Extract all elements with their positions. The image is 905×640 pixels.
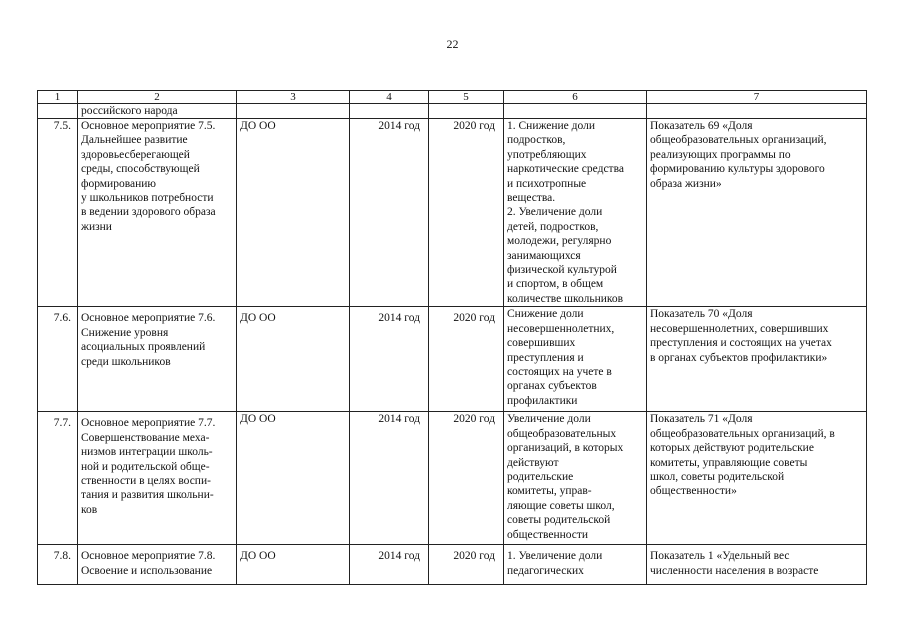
executor-cell: ДО ОО [237, 307, 350, 412]
activity-cell: Основное мероприятие 7.7. Совершенствование меха- низмов интеграции школь- ной и родительской обще- ственности в целях воспи- тания и развития школьни- ков [78, 412, 237, 545]
page-number: 22 [446, 37, 459, 51]
executor-cell: ДО ОО [237, 412, 350, 545]
table-row [38, 307, 867, 412]
start-cell: 2014 год [350, 119, 429, 307]
column-header: 4 [350, 91, 429, 104]
column-header: 3 [237, 91, 350, 104]
results-cell: Увеличение доли общеобразовательных организаций, в которых действуют родительские комитеты, управ- ляющие советы школ, советы родительской общественности [504, 412, 647, 545]
column-header: 5 [429, 91, 504, 104]
end-cell: 2020 год [429, 412, 504, 545]
start-cell: 2014 год [350, 412, 429, 545]
table-row [38, 412, 867, 545]
start-cell: 2014 год [350, 545, 429, 585]
measures-table [37, 90, 867, 585]
column-header: 1 [38, 91, 78, 104]
executor-cell: ДО ОО [237, 119, 350, 307]
end-cell: 2020 год [429, 119, 504, 307]
end-cell: 2020 год [429, 307, 504, 412]
executor-cell: ДО ОО [237, 545, 350, 585]
continuation-text: российского народа [78, 104, 237, 119]
activity-cell: Основное мероприятие 7.5. Дальнейшее развитие здоровьесберегающей среды, способствующей формированию у школьников потребности в ведении здорового образа жизни [78, 119, 237, 307]
results-cell: Снижение доли несовершеннолетних, совершивших преступления и состоящих на учете в органах субъектов профилактики [504, 307, 647, 412]
results-cell: 1. Снижение доли подростков, употребляющих наркотические средства и психотропные вещества. 2. Увеличение доли детей, подростков, молодежи, регулярно занимающихся физической культурой и спортом, в общем количестве школьников [504, 119, 647, 307]
column-header: 2 [78, 91, 237, 104]
row-number: 7.8. [38, 545, 78, 585]
indicator-cell: Показатель 1 «Удельный вес численности населения в возрасте [647, 545, 867, 585]
start-cell: 2014 год [350, 307, 429, 412]
end-cell: 2020 год [429, 545, 504, 585]
row-number: 7.6. [38, 307, 78, 412]
activity-cell: Основное мероприятие 7.6. Снижение уровня асоциальных проявлений среди школьников [78, 307, 237, 412]
table-row [38, 119, 867, 307]
column-header: 6 [504, 91, 647, 104]
row-number: 7.7. [38, 412, 78, 545]
indicator-cell: Показатель 69 «Доля общеобразовательных организаций, реализующих программы по формированию культуры здорового образа жизни» [647, 119, 867, 307]
results-cell: 1. Увеличение доли педагогических [504, 545, 647, 585]
header-row [38, 91, 867, 104]
column-header: 7 [647, 91, 867, 104]
indicator-cell: Показатель 71 «Доля общеобразовательных организаций, в которых действуют родительские комитеты, управляющие советы школ, советы родительской общественности» [647, 412, 867, 545]
continuation-row [38, 104, 867, 119]
indicator-cell: Показатель 70 «Доля несовершеннолетних, совершивших преступления и состоящих на учетах в органах субъектов профилактики» [647, 307, 867, 412]
row-number: 7.5. [38, 119, 78, 307]
activity-cell: Основное мероприятие 7.8. Освоение и использование [78, 545, 237, 585]
table-row [38, 545, 867, 585]
